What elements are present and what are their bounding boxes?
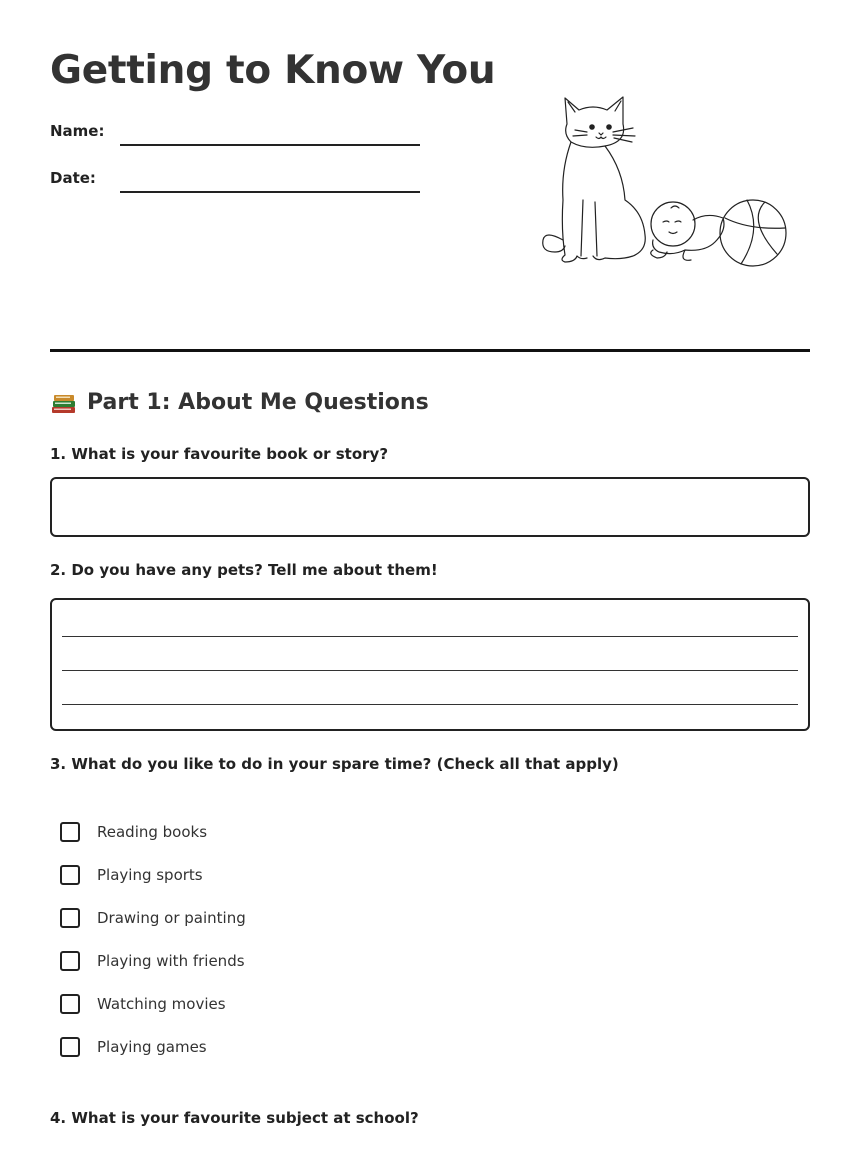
- writing-line: [62, 636, 798, 637]
- checkbox-reading-books[interactable]: [60, 822, 80, 842]
- option-label: Watching movies: [97, 995, 226, 1013]
- ball-icon: [720, 200, 786, 266]
- part1-heading: [50, 388, 429, 416]
- option-watching-movies: [60, 992, 226, 1016]
- question-2: 2. Do you have any pets? Tell me about them!: [50, 561, 438, 579]
- section-divider: [50, 349, 810, 352]
- question-1: 1. What is your favourite book or story?: [50, 445, 389, 463]
- name-field[interactable]: [120, 144, 420, 146]
- baby-icon: [651, 202, 724, 260]
- option-label: Playing sports: [97, 866, 203, 884]
- date-label: Date:: [50, 169, 96, 187]
- question-3: 3. What do you like to do in your spare time? (Check all that apply): [50, 755, 619, 773]
- option-playing-sports: [60, 863, 203, 887]
- name-field-row: [50, 116, 430, 146]
- option-playing-games: [60, 1035, 207, 1059]
- option-reading-books: [60, 820, 207, 844]
- checkbox-drawing-painting[interactable]: [60, 908, 80, 928]
- option-drawing-painting: [60, 906, 246, 930]
- name-label: Name:: [50, 122, 105, 140]
- answer-box-q2[interactable]: [50, 598, 810, 731]
- answer-box-q1[interactable]: [50, 477, 810, 537]
- date-field[interactable]: [120, 191, 420, 193]
- cat-baby-ball-illustration: [535, 90, 795, 275]
- cat-icon: [543, 97, 646, 262]
- page-title: Getting to Know You: [50, 48, 496, 93]
- option-label: Playing with friends: [97, 952, 245, 970]
- checkbox-playing-with-friends[interactable]: [60, 951, 80, 971]
- checkbox-watching-movies[interactable]: [60, 994, 80, 1014]
- writing-line: [62, 670, 798, 671]
- date-field-row: [50, 163, 430, 193]
- checkbox-playing-games[interactable]: [60, 1037, 80, 1057]
- option-playing-with-friends: [60, 949, 245, 973]
- books-icon: [50, 388, 78, 416]
- option-label: Drawing or painting: [97, 909, 246, 927]
- writing-line: [62, 704, 798, 705]
- option-label: Reading books: [97, 823, 208, 841]
- part1-heading-text: Part 1: About Me Questions: [87, 389, 429, 415]
- option-label: Playing games: [97, 1038, 207, 1056]
- checkbox-playing-sports[interactable]: [60, 865, 80, 885]
- question-4: 4. What is your favourite subject at school?: [50, 1109, 419, 1127]
